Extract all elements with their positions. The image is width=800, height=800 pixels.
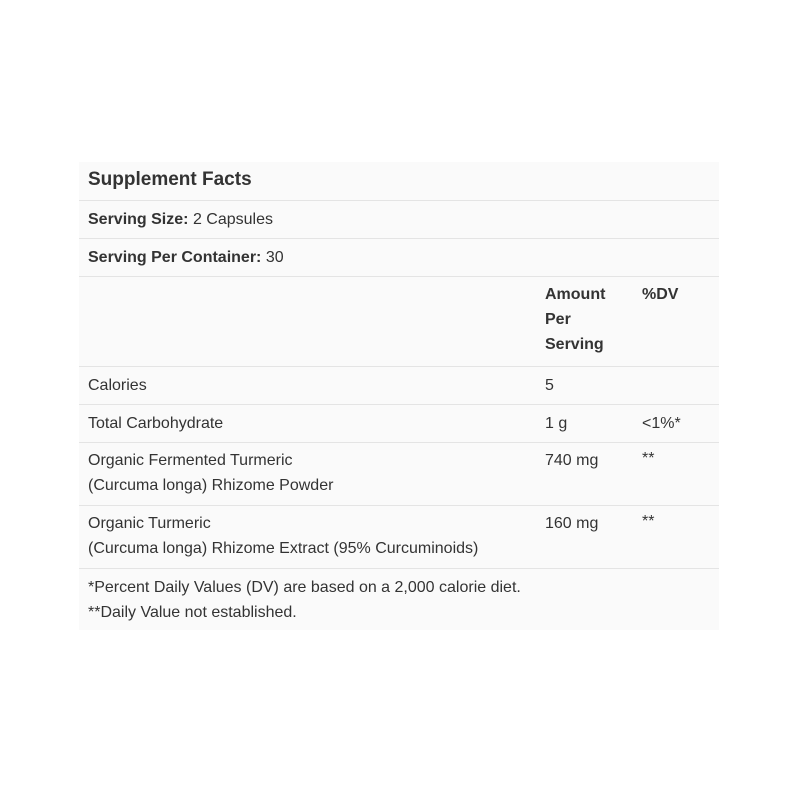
nutrient-dv: <1%*: [642, 415, 681, 432]
nutrient-name-line: Organic Turmeric: [88, 515, 211, 532]
serving-size-value: 2 Capsules: [192, 211, 273, 228]
serving-size-label: Serving Size:: [88, 211, 189, 228]
nutrient-dv: **: [642, 450, 655, 467]
nutrient-row: [79, 367, 719, 405]
dv-header: %DV: [642, 286, 679, 303]
title-row: [79, 162, 719, 201]
nutrient-row: [79, 405, 719, 443]
nutrient-amount: 1 g: [545, 415, 568, 432]
servings-label: Serving Per Container:: [88, 249, 262, 266]
amount-header-line: Per: [545, 311, 571, 328]
nutrient-row: [79, 506, 719, 569]
nutrient-name-line: (Curcuma longa) Rhizome Extract (95% Curcuminoids): [88, 540, 479, 557]
column-header-row: [79, 277, 719, 367]
footnote: *Percent Daily Values (DV) are based on a 2,000 calorie diet.: [88, 579, 521, 596]
amount-header-line: Serving: [545, 336, 604, 353]
nutrient-amount: 5: [545, 377, 554, 394]
footnotes-row: [79, 569, 719, 630]
nutrient-name: [88, 511, 478, 561]
servings-per-container: [88, 245, 284, 270]
servings-value: 30: [265, 249, 284, 266]
panel-title: Supplement Facts: [88, 169, 252, 190]
nutrient-name: [88, 448, 333, 498]
nutrient-amount: 160 mg: [545, 515, 599, 532]
servings-per-container-row: [79, 239, 719, 277]
nutrient-name-line: (Curcuma longa) Rhizome Powder: [88, 477, 334, 494]
nutrient-dv: **: [642, 513, 655, 530]
nutrient-name: Total Carbohydrate: [88, 415, 224, 432]
serving-size-row: [79, 201, 719, 239]
footnote: **Daily Value not established.: [88, 604, 297, 621]
nutrient-name: Calories: [88, 377, 147, 394]
footnotes: [88, 575, 521, 625]
nutrient-name-line: Organic Fermented Turmeric: [88, 452, 293, 469]
supplement-facts-panel: [79, 162, 719, 630]
amount-header-line: Amount: [545, 286, 606, 303]
nutrient-amount: 740 mg: [545, 452, 599, 469]
nutrient-row: [79, 443, 719, 506]
serving-size: [88, 207, 273, 232]
amount-header: [545, 282, 605, 357]
